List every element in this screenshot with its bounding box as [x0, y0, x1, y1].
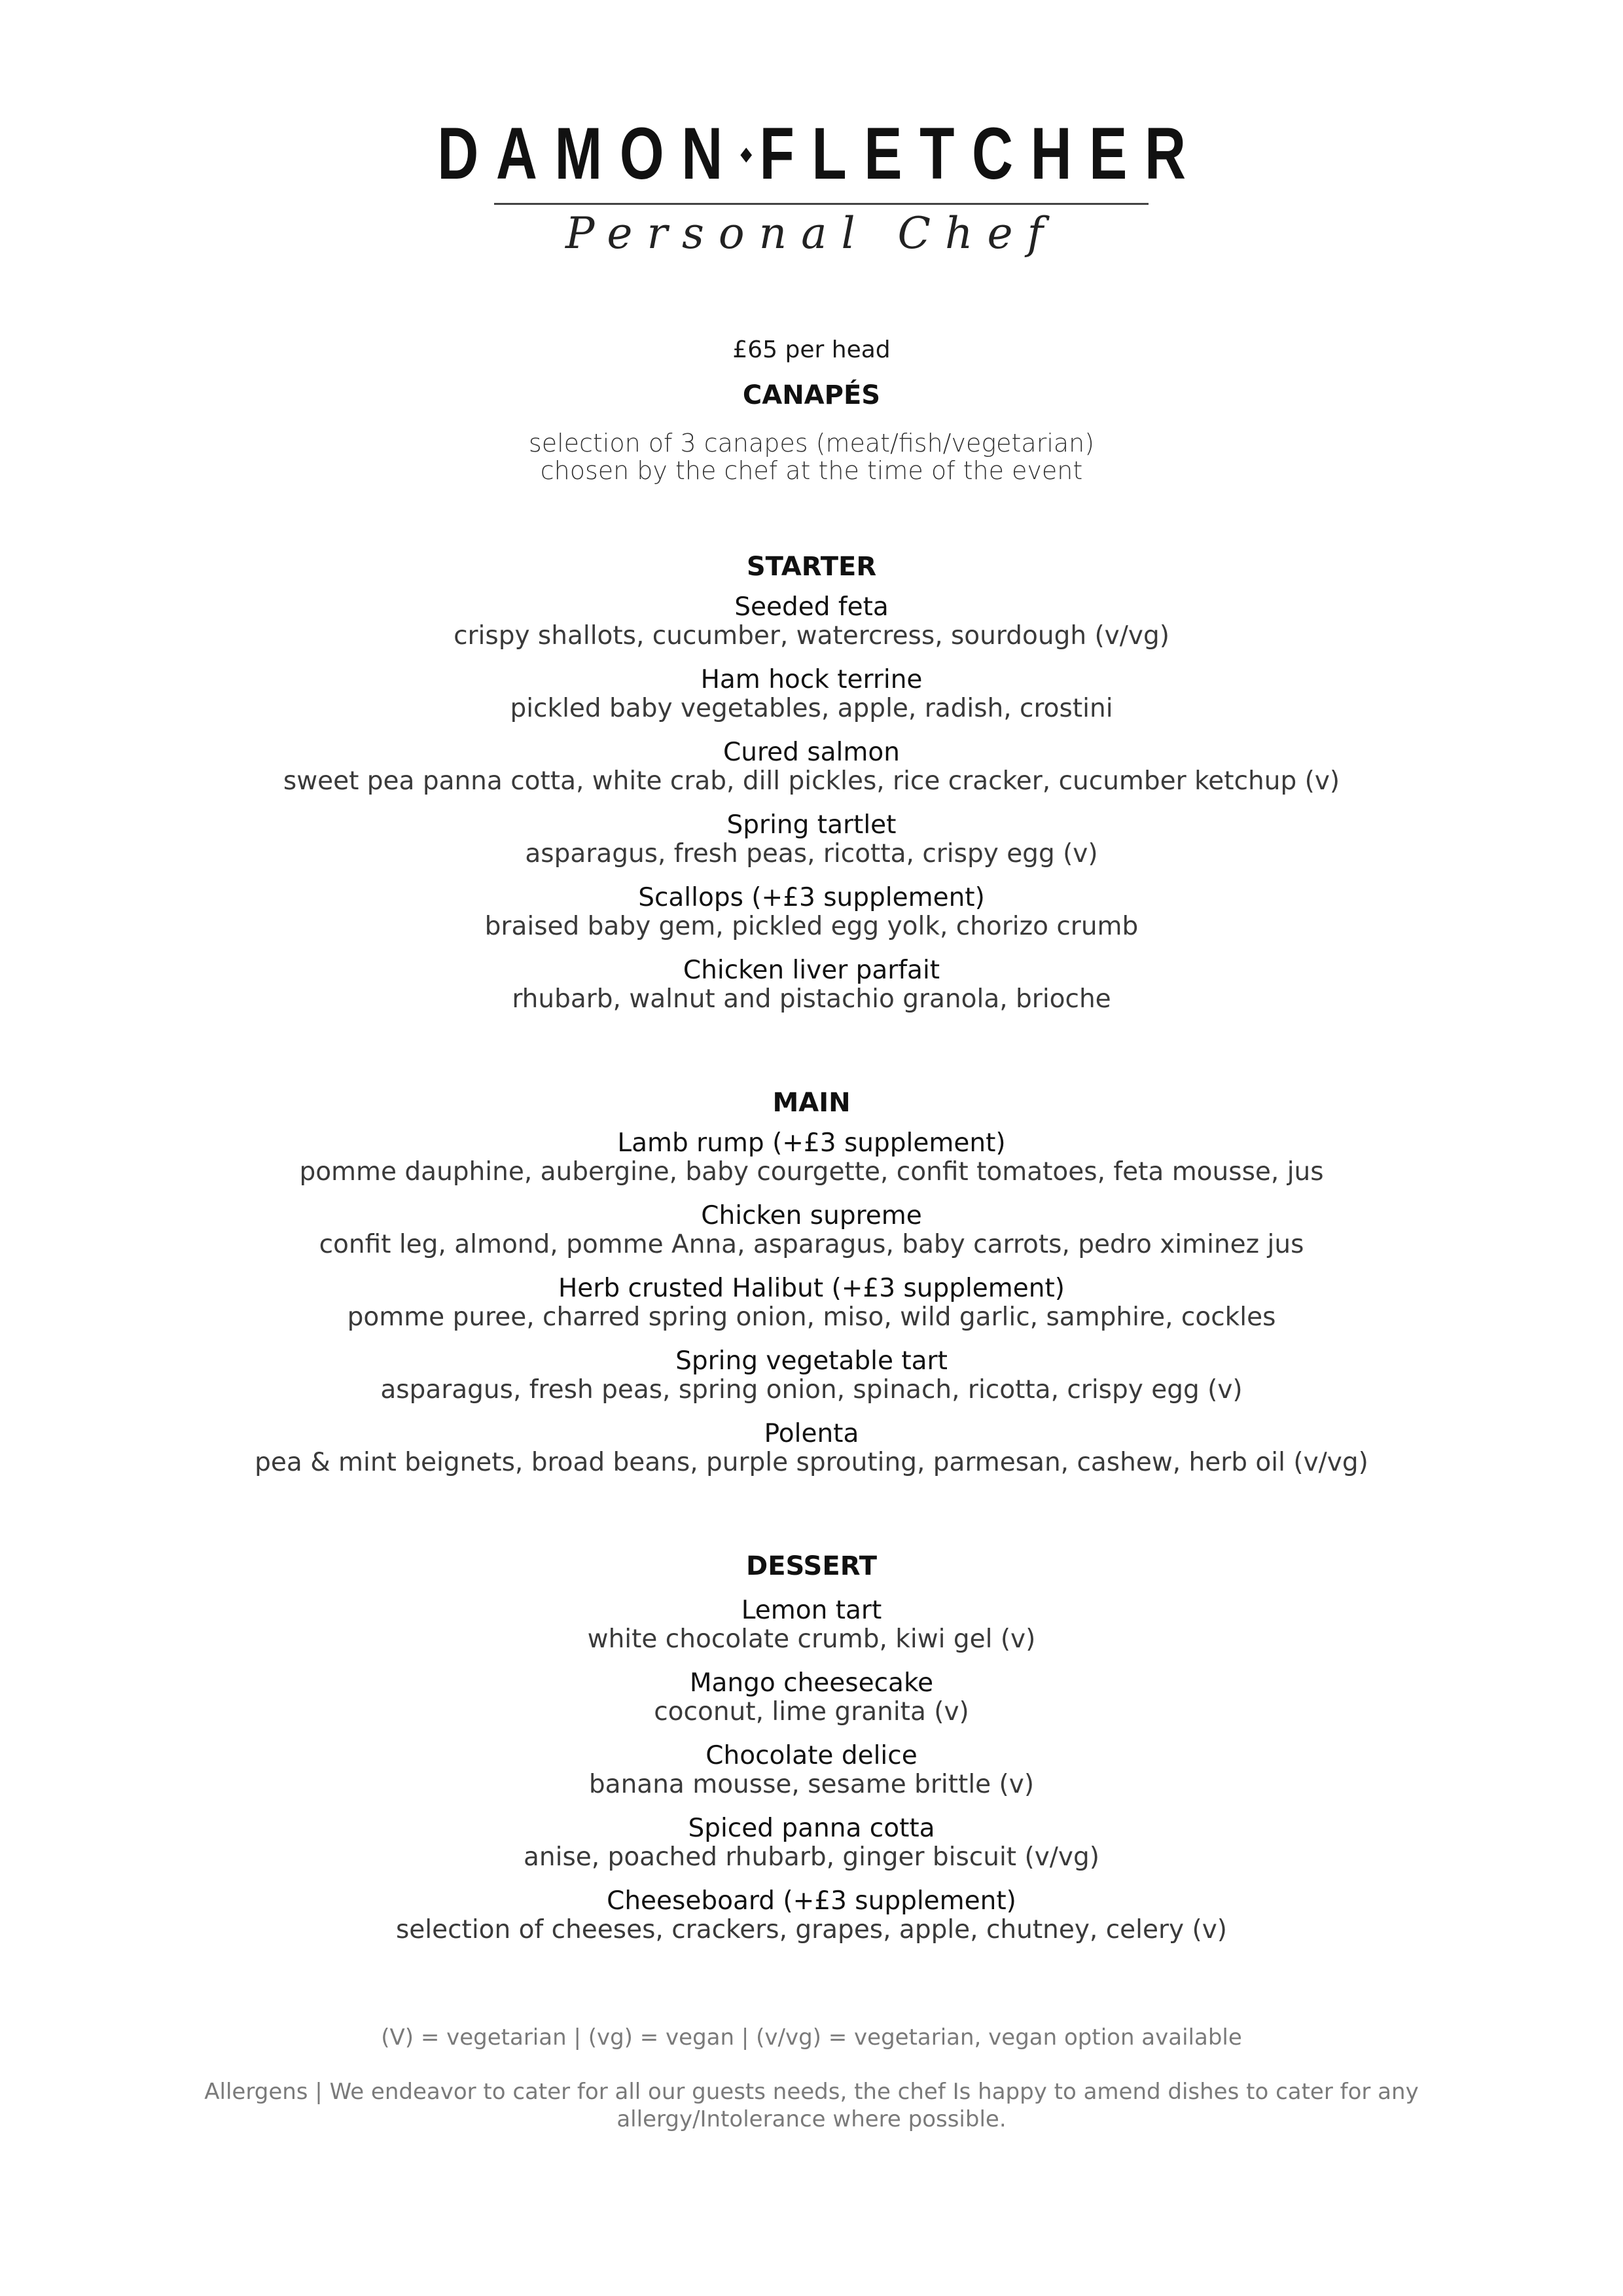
- diamond-separator-icon: [740, 148, 752, 163]
- dish-description: selection of cheeses, crackers, grapes, apple, chutney, celery (v): [395, 1915, 1228, 1945]
- allergens-note: Allergens | We endeavor to cater for all our guests needs, the chef Is happy to amend dishes to cater for any allergy/Intolerance where possible.: [204, 2079, 1419, 2132]
- dish-name: Chicken supreme: [701, 1201, 922, 1230]
- dish-description: pickled baby vegetables, apple, radish, crostini: [510, 694, 1113, 723]
- dish-item: [0, 1669, 1623, 1727]
- dish-item: [0, 956, 1623, 1014]
- dish-description: banana mousse, sesame brittle (v): [588, 1770, 1035, 1799]
- dish-name: Ham hock terrine: [700, 665, 923, 694]
- dish-name: Lemon tart: [741, 1596, 882, 1625]
- dish-description: sweet pea panna cotta, white crab, dill pickles, rice cracker, cucumber ketchup (v): [283, 766, 1340, 796]
- dish-description: braised baby gem, pickled egg yolk, chorizo crumb: [484, 912, 1139, 941]
- dish-name: Spring tartlet: [726, 810, 897, 840]
- dish-description: crispy shallots, cucumber, watercress, sourdough (v/vg): [454, 621, 1169, 651]
- dish-name: Lamb rump (+£3 supplement): [617, 1128, 1006, 1158]
- section-title-canapes: CANAPÉS: [742, 380, 881, 410]
- dish-name: Spring vegetable tart: [675, 1346, 948, 1376]
- brand-name-last: FLETCHER: [759, 113, 1204, 194]
- dish-name: Seeded feta: [734, 592, 889, 622]
- section-title-starter: STARTER: [746, 552, 877, 582]
- dish-name: Mango cheesecake: [689, 1668, 934, 1698]
- section-title-dessert: DESSERT: [746, 1551, 877, 1581]
- dish-description: white chocolate crumb, kiwi gel (v): [587, 1624, 1036, 1654]
- dish-item: [0, 1596, 1623, 1654]
- dish-item: [0, 1814, 1623, 1872]
- brand-logo: [0, 111, 1623, 196]
- dish-description: pomme puree, charred spring onion, miso, wild garlic, samphire, cockles: [347, 1302, 1276, 1332]
- dessert-section: [0, 1549, 1623, 1945]
- dish-item: [0, 1347, 1623, 1405]
- dish-item: [0, 1420, 1623, 1477]
- canapes-line-2: chosen by the chef at the time of the event: [540, 456, 1083, 485]
- dish-item: [0, 1742, 1623, 1799]
- dish-name: Cheeseboard (+£3 supplement): [607, 1886, 1016, 1916]
- dish-item: [0, 1274, 1623, 1332]
- dish-description: coconut, lime granita (v): [654, 1697, 969, 1727]
- brand-name-first: DAMON: [437, 113, 740, 194]
- price-per-head: £65 per head: [732, 336, 891, 363]
- dish-name: Chicken liver parfait: [683, 956, 940, 985]
- dish-description: anise, poached rhubarb, ginger biscuit (v/vg): [524, 1842, 1099, 1872]
- main-section: [0, 1086, 1623, 1477]
- dietary-legend: (V) = vegetarian | (vg) = vegan | (v/vg) = vegetarian, vegan option available: [381, 2024, 1242, 2051]
- section-title-main: MAIN: [772, 1088, 851, 1118]
- brand-name: [420, 111, 1204, 196]
- dish-name: Polenta: [764, 1419, 859, 1448]
- dish-item: [0, 738, 1623, 796]
- dish-description: pea & mint beignets, broad beans, purple sprouting, parmesan, cashew, herb oil (v/vg): [255, 1448, 1368, 1477]
- dish-name: Scallops (+£3 supplement): [638, 883, 985, 912]
- dish-item: [0, 1129, 1623, 1187]
- dish-item: [0, 1202, 1623, 1259]
- dish-description: confit leg, almond, pomme Anna, asparagus, baby carrots, pedro ximinez jus: [319, 1230, 1304, 1259]
- dish-item: [0, 1887, 1623, 1945]
- dish-item: [0, 593, 1623, 651]
- canapes-line-1: selection of 3 canapes (meat/fish/vegetarian): [528, 429, 1095, 457]
- dish-description: asparagus, fresh peas, spring onion, spinach, ricotta, crispy egg (v): [380, 1375, 1243, 1405]
- footer: [0, 2023, 1623, 2133]
- brand-subtitle: Personal Chef: [565, 208, 1058, 259]
- starter-section: [0, 550, 1623, 1014]
- dish-name: Herb crusted Halibut (+£3 supplement): [558, 1274, 1065, 1303]
- dish-name: Chocolate delice: [705, 1741, 918, 1770]
- brand-divider: [494, 203, 1149, 205]
- dish-description: pomme dauphine, aubergine, baby courgette, confit tomatoes, feta mousse, jus: [299, 1157, 1324, 1187]
- menu-body: [0, 334, 1623, 2133]
- dish-item: [0, 666, 1623, 723]
- dish-description: rhubarb, walnut and pistachio granola, brioche: [512, 984, 1111, 1014]
- dish-item: [0, 811, 1623, 869]
- dish-name: Spiced panna cotta: [688, 1814, 935, 1843]
- dish-item: [0, 884, 1623, 941]
- canapes-section: [0, 378, 1623, 484]
- dish-name: Cured salmon: [723, 738, 900, 767]
- dish-description: asparagus, fresh peas, ricotta, crispy egg (v): [525, 839, 1098, 869]
